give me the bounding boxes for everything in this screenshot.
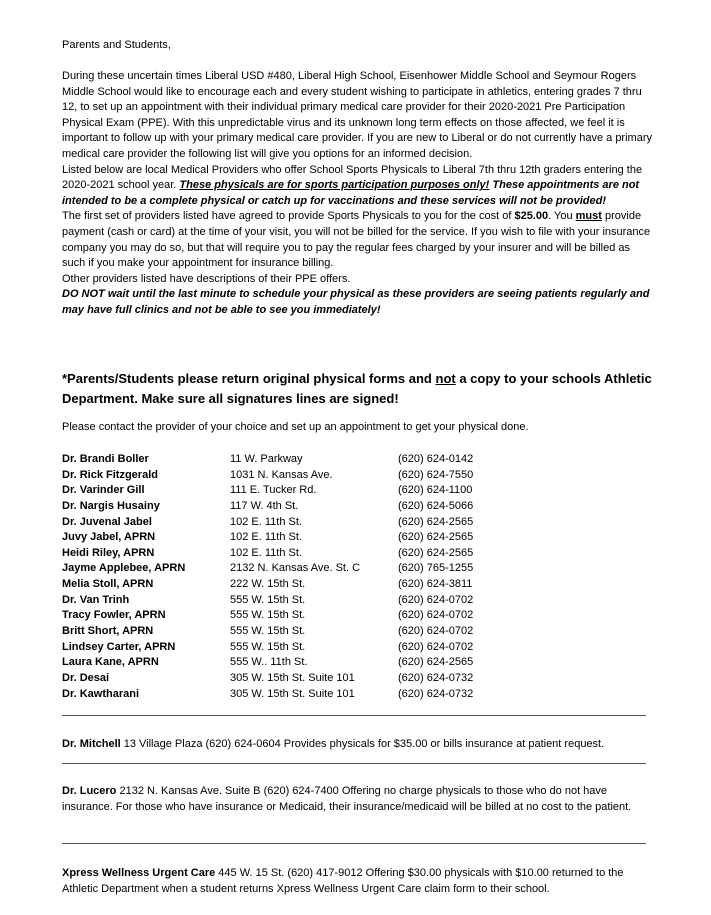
provider-phone: (620) 624-2565 [398, 531, 474, 544]
provider-phone: (620) 624-0702 [398, 609, 474, 622]
provider-row [62, 577, 473, 593]
provider-name: Dr. Kawtharani [62, 687, 140, 700]
forms-notice-a: *Parents/Students please return original physical forms and [62, 371, 436, 386]
provider-row [62, 468, 473, 484]
providers-description [62, 163, 652, 210]
provider-phone: (620) 624-0702 [398, 640, 474, 653]
provider-address: 555 W. 15th St. [230, 593, 306, 606]
provider-name: Dr. Varinder Gill [62, 484, 145, 497]
provider-name: Lindsey Carter, APRN [62, 640, 176, 653]
other-provider-details: 445 W. 15 St. (620) 417-9012 Offering $30.00 physicals with $10.00 returned to the Athletic Department when a student returns Xpress Wellness Urgent Care claim form to their school. [62, 867, 624, 895]
provider-phone: (620) 624-7550 [398, 468, 474, 481]
other-provider-details: 13 Village Plaza (620) 624-0604 Provides physicals for $35.00 or bills insurance at patient request. [120, 738, 605, 750]
forms-notice-b: a copy to your schools Athletic Department. Make sure all signatures lines are signed! [62, 371, 652, 406]
providers-table [62, 452, 473, 702]
provider-address: 102 E. 11th St. [230, 546, 302, 559]
contact-instruction: Please contact the provider of your choice and set up an appointment to get your physical done. [62, 421, 529, 433]
provider-name: Dr. Nargis Husainy [62, 499, 160, 512]
cost-text-c: provide payment (cash or card) at the time of your visit, you will not be billed for the service. If you wish to file with your insurance company you may do so, but that will require you to pay the regular fees charged by your insurer and will be billed as such if you make your appointment for insurance billing. [62, 210, 651, 270]
provider-row [62, 561, 473, 577]
provider-address: 555 W. 15th St. [230, 609, 306, 622]
scheduling-warning: DO NOT wait until the last minute to schedule your physical as these providers are seeing patients regularly and may have full clinics and not be able to see you immediately! [62, 288, 650, 316]
provider-address: 555 W. 15th St. [230, 625, 306, 638]
provider-name: Dr. Desai [62, 671, 110, 684]
provider-address: 117 W. 4th St. [230, 499, 299, 512]
provider-name: Melia Stoll, APRN [62, 578, 154, 591]
provider-address: 111 E. Tucker Rd. [230, 484, 317, 497]
provider-phone: (620) 765-1255 [398, 562, 474, 575]
must-emphasis: must [575, 210, 602, 223]
providers-description-text: Listed below are local Medical Providers who offer School Sports Physicals to Liberal 7th thru 12th graders entering the 2020-2021 school year. [62, 163, 643, 192]
forms-notice-not: not [435, 371, 456, 386]
provider-address: 11 W. Parkway [230, 453, 303, 465]
provider-phone: (620) 624-0732 [398, 687, 474, 700]
provider-name: Dr. Juvenal Jabel [62, 515, 152, 528]
other-provider-name: Dr. Lucero [62, 785, 117, 797]
other-provider-xpress [62, 866, 652, 897]
provider-row [62, 515, 473, 531]
provider-phone: (620) 624-5066 [398, 499, 474, 512]
provider-address: 1031 N. Kansas Ave. [230, 468, 333, 481]
provider-row [62, 671, 473, 687]
other-provider-name: Dr. Mitchell [62, 738, 121, 750]
cost-amount: $25.00 [514, 210, 549, 223]
provider-name: Dr. Brandi Boller [62, 453, 149, 465]
provider-row [62, 483, 473, 499]
provider-name: Britt Short, APRN [62, 625, 154, 638]
provider-phone: (620) 624-2565 [398, 515, 474, 528]
provider-address: 2132 N. Kansas Ave. St. C [230, 562, 361, 575]
divider [62, 843, 646, 844]
provider-name: Laura Kane, APRN [62, 656, 159, 669]
provider-phone: (620) 624-1100 [398, 484, 473, 497]
cost-text-b: . You [548, 210, 576, 223]
provider-phone: (620) 624-3811 [398, 578, 473, 591]
providers-table-body [62, 452, 473, 702]
provider-address: 305 W. 15th St. Suite 101 [230, 687, 355, 700]
provider-row [62, 687, 473, 703]
provider-address: 222 W. 15th St. [230, 578, 306, 591]
provider-address: 305 W. 15th St. Suite 101 [230, 671, 355, 684]
provider-name: Jayme Applebee, APRN [62, 562, 186, 575]
provider-phone: (620) 624-0732 [398, 671, 474, 684]
forms-notice [62, 369, 652, 409]
provider-address: 102 E. 11th St. [230, 515, 302, 528]
sports-only-disclaimer: These physicals are for sports participation purposes only! [179, 179, 490, 192]
provider-row [62, 593, 473, 609]
other-provider-name: Xpress Wellness Urgent Care [62, 867, 216, 879]
divider [62, 715, 646, 716]
provider-phone: (620) 624-0702 [398, 625, 474, 638]
other-provider-details: 2132 N. Kansas Ave. Suite B (620) 624-7400 Offering no charge physicals to those who do not have insurance. For those who have insurance or Medicaid, their insurance/medicaid will be billed at no cost to the patient. [62, 785, 632, 813]
intro-section [62, 69, 652, 319]
provider-name: Tracy Fowler, APRN [62, 609, 166, 622]
provider-phone: (620) 624-0142 [398, 453, 474, 465]
not-complete-disclaimer: These appointments are not intended to be a complete physical or catch up for vaccinations and these services will not be provided! [62, 179, 640, 207]
provider-name: Dr. Rick Fitzgerald [62, 468, 158, 481]
cost-text-a: The first set of providers listed have agreed to provide Sports Physicals to you for the cost of [62, 210, 515, 223]
provider-phone: (620) 624-0702 [398, 593, 474, 606]
provider-address: 102 E. 11th St. [230, 531, 302, 544]
cost-paragraph [62, 209, 652, 271]
intro-paragraph: During these uncertain times Liberal USD #480, Liberal High School, Eisenhower Middle School and Seymour Rogers Middle School would like to encourage each and every student wishing to participate in athletics, entering grades 7 thru 12, to set up an appointment with their individual primary medical care provider for their 2020-2021 Pre Participation Physical Exam (PPE). With this unpredictable virus and its unknown long term effects on those affected, we feel it is important to follow up with your primary medical care provider. If you are new to Liberal or do not currently have a primary medical care provider the following list will give you options for an informed decision. [62, 70, 652, 160]
other-provider-mitchell [62, 737, 652, 753]
provider-address: 555 W. 15th St. [230, 640, 306, 653]
provider-row [62, 608, 473, 624]
provider-row [62, 499, 473, 515]
provider-name: Juvy Jabel, APRN [62, 531, 156, 544]
other-provider-lucero [62, 784, 652, 815]
provider-row [62, 655, 473, 671]
provider-row [62, 546, 473, 562]
provider-address: 555 W.. 11th St. [230, 656, 308, 669]
provider-row [62, 624, 473, 640]
provider-phone: (620) 624-2565 [398, 656, 474, 669]
provider-name: Dr. Van Trinh [62, 593, 130, 606]
provider-phone: (620) 624-2565 [398, 546, 474, 559]
provider-row [62, 530, 473, 546]
other-providers-note: Other providers listed have descriptions of their PPE offers. [62, 272, 351, 285]
provider-row [62, 452, 473, 468]
greeting: Parents and Students, [62, 39, 171, 51]
provider-name: Heidi Riley, APRN [62, 546, 155, 559]
divider [62, 763, 646, 764]
provider-row [62, 640, 473, 656]
